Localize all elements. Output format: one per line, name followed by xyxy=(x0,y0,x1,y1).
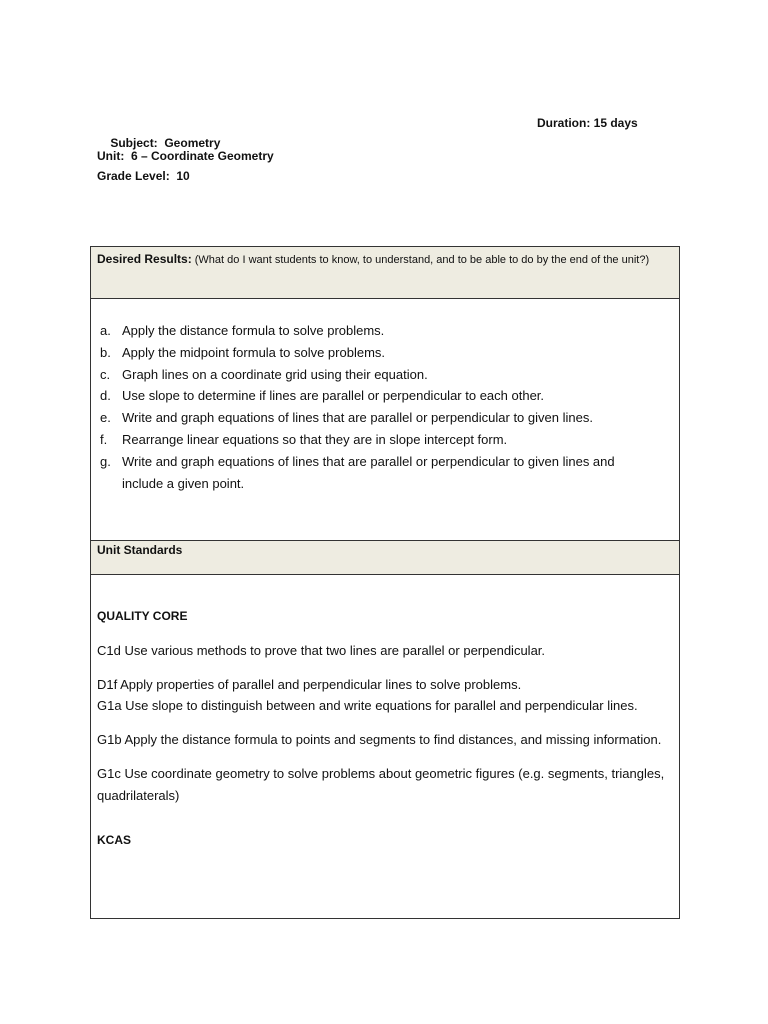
desired-results-header xyxy=(91,247,679,299)
document-header xyxy=(97,113,657,186)
grade-level-label: Grade Level: 10 xyxy=(97,169,190,183)
list-marker: a. xyxy=(100,323,111,338)
standard-item: G1a Use slope to distinguish between and write equations for parallel and perpendicular lines. xyxy=(97,698,638,714)
list-item xyxy=(91,429,679,451)
desired-results-title: Desired Results: xyxy=(97,252,192,266)
list-marker: f. xyxy=(100,431,108,447)
unit-standards-body xyxy=(91,575,679,918)
list-item xyxy=(91,385,679,407)
subject-row xyxy=(97,113,657,150)
list-item xyxy=(91,320,679,342)
desired-results-list xyxy=(91,320,679,494)
unit-plan-table xyxy=(90,246,680,919)
standard-item: C1d Use various methods to prove that two lines are parallel or perpendicular. xyxy=(97,642,546,658)
list-marker: b. xyxy=(100,344,111,360)
unit-standards-title: Unit Standards xyxy=(97,543,183,557)
unit-standards-header xyxy=(91,541,679,575)
desired-results-prompt: (What do I want students to know, to understand, and to be able to do by the end of the unit?) xyxy=(194,254,650,266)
list-marker: g. xyxy=(100,453,111,469)
unit-label: Unit: 6 – Coordinate Geometry xyxy=(97,149,274,163)
list-item xyxy=(91,407,679,429)
desired-results-body xyxy=(91,299,679,541)
list-item-text: Use slope to determine if lines are parallel or perpendicular to each other. xyxy=(122,388,545,404)
list-item xyxy=(91,364,679,386)
list-item-text: Graph lines on a coordinate grid using their equation. xyxy=(122,366,428,382)
list-item-text: Apply the midpoint formula to solve problems. xyxy=(122,344,386,360)
standard-item: G1c Use coordinate geometry to solve problems about geometric figures (e.g. segments, triangles, quadrilaterals) xyxy=(97,765,665,803)
standard-item: D1f Apply properties of parallel and perpendicular lines to solve problems. xyxy=(97,676,522,692)
list-item-text: Apply the distance formula to solve problems. xyxy=(122,323,385,338)
subject-label: Subject: Geometry xyxy=(110,136,221,150)
list-marker: e. xyxy=(100,410,111,426)
list-item xyxy=(91,342,679,364)
standard-item: G1b Apply the distance formula to points and segments to find distances, and missing information. xyxy=(97,732,662,748)
list-marker: d. xyxy=(100,388,111,404)
list-item xyxy=(91,451,679,495)
list-marker: c. xyxy=(100,366,111,382)
kcas-heading: KCAS xyxy=(97,832,132,847)
list-item-text: Write and graph equations of lines that are parallel or perpendicular to given lines and include a given point. xyxy=(122,453,615,491)
duration-label: Duration: 15 days xyxy=(537,116,638,130)
quality-core-heading: QUALITY CORE xyxy=(97,609,188,623)
list-item-text: Rearrange linear equations so that they are in slope intercept form. xyxy=(122,431,508,447)
list-item-text: Write and graph equations of lines that are parallel or perpendicular to given lines. xyxy=(122,410,593,426)
